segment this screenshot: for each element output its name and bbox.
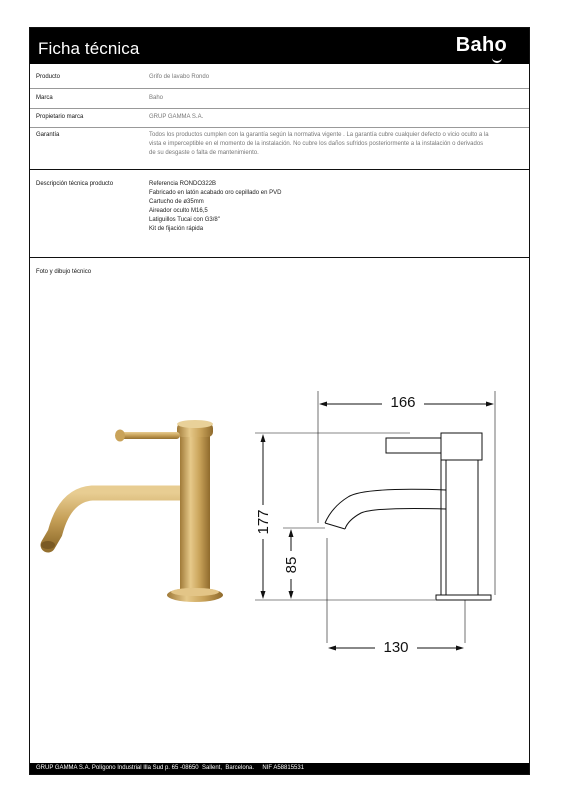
footer-text: GRUP GAMMA S.A. Polígono Industrial Illa Sud p. 65 -08650 Sallent, Barcelona. NIF A58815531	[36, 765, 305, 771]
dim-spout-label: 85	[283, 556, 300, 574]
value-marca: Baho	[149, 95, 164, 101]
divider	[30, 108, 529, 109]
drawing-cap	[441, 433, 482, 460]
divider	[30, 88, 529, 89]
arrowhead	[486, 402, 494, 407]
brand-logo-smile	[492, 56, 502, 63]
header-bar	[30, 28, 529, 64]
footer-bar	[30, 763, 529, 774]
spec-sheet	[29, 27, 530, 775]
value-propietario: GRUP GAMMA S.A.	[149, 114, 204, 120]
faucet-photo	[41, 420, 223, 602]
drawing-base	[436, 595, 491, 600]
product-figure	[30, 283, 529, 763]
garantia-line: vista e imperceptible en el momento de la instalación. No cubre los daños sufridos posteriormente a la instalación o derivados	[149, 141, 484, 147]
drawing-outlet	[325, 523, 345, 529]
arrowhead	[319, 402, 327, 407]
label-descripcion: Descripción técnica producto	[36, 181, 114, 187]
technical-drawing	[255, 391, 495, 648]
descripcion-line: Cartucho de ø35mm	[149, 199, 204, 205]
value-descripcion	[149, 180, 523, 234]
drawing-spout-top	[325, 489, 446, 523]
drawing-spout-bottom	[345, 509, 446, 530]
descripcion-line: Latiguillos Tucai con G3/8"	[149, 217, 220, 223]
label-marca: Marca	[36, 95, 53, 101]
faucet-lever-tip	[115, 430, 125, 442]
value-producto: Grifo de lavabo Rondo	[149, 74, 210, 80]
page-title: Ficha técnica	[38, 39, 140, 58]
descripcion-line: Fabricado en latón acabado oro cepillado en PVD	[149, 190, 282, 196]
label-garantia: Garantía	[36, 132, 60, 138]
garantia-line: Todos los productos cumplen con la garantía según la normativa vigente . La garantía cubre cualquier defecto o vicio oculto a la	[149, 132, 489, 138]
divider	[30, 127, 529, 128]
drawing-lever	[386, 438, 441, 595]
brand-logo: Baho	[455, 34, 507, 56]
arrowhead	[261, 434, 266, 442]
arrowhead	[289, 529, 294, 537]
faucet-cap-top	[177, 420, 213, 428]
dim-arrows	[261, 402, 495, 651]
photo-section-label: Foto y dibujo técnico	[36, 269, 92, 275]
faucet-outlet	[41, 541, 55, 549]
dim-width-label: 166	[390, 394, 416, 411]
faucet-body	[180, 428, 210, 593]
arrowhead	[456, 646, 464, 651]
value-garantia	[149, 131, 523, 158]
descripcion-line: Kit de fijación rápida	[149, 226, 204, 232]
descripcion-line: Aireador oculto M16,5	[149, 208, 208, 214]
faucet-base-top	[171, 588, 219, 596]
arrowhead	[328, 646, 336, 651]
dim-height-label: 177	[255, 509, 272, 535]
dim-reach-label: 130	[383, 639, 409, 656]
faucet-lever	[120, 432, 180, 439]
divider	[30, 169, 529, 170]
divider	[30, 257, 529, 258]
descripcion-line: Referencia RONDO322B	[149, 181, 217, 187]
faucet-spout	[48, 493, 180, 545]
garantia-line: de su desgaste o falta de mantenimiento.	[149, 150, 259, 156]
arrowhead	[261, 591, 266, 599]
label-producto: Producto	[36, 74, 61, 80]
arrowhead	[289, 591, 294, 599]
label-propietario: Propietario marca	[36, 114, 84, 120]
